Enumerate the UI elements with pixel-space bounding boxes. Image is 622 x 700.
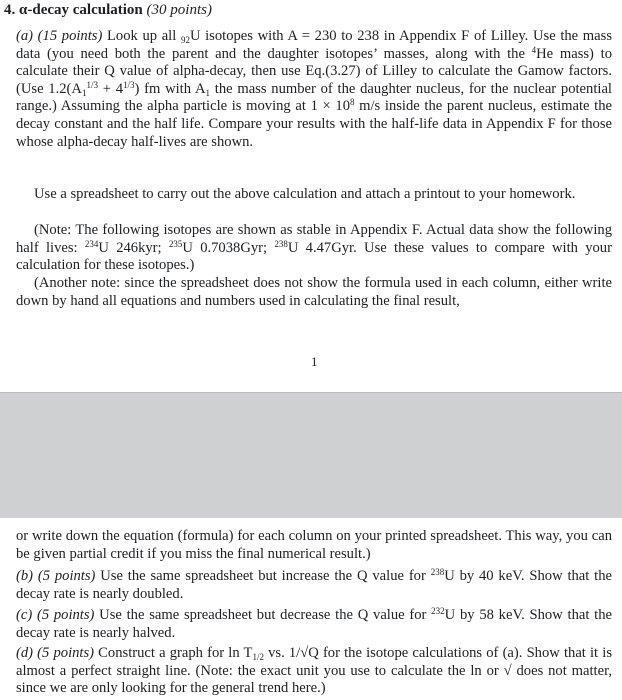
mass-number: 234	[84, 238, 99, 249]
page-number: 1	[311, 354, 318, 369]
part-b-text: U by 40 keV. Show that the decay rate is nearly doubled.	[16, 568, 613, 602]
part-a-text: Look up all	[102, 28, 181, 44]
part-a-text: He mass) to calculate their Q value of alpha-decay, then use Eq.(3.27) of Lilley to calculate the Gamow factors. (Use 1.2(A	[16, 45, 612, 97]
part-b-text: Use the same spreadsheet but increase the Q value for	[95, 568, 431, 584]
part-a-text: the mass number of the daughter nucleus, for the nuclear potential range.) Assuming the alpha particle is moving at 1 × 10	[16, 80, 612, 115]
part-c-text: Use the same spreadsheet but decrease the Q value for	[94, 607, 432, 623]
mass-number: 232	[431, 606, 445, 616]
part-d-text: vs. 1/√Q for the isotope calculations of (a). Show that it is almost a perfect straight line. (Note: the exact unit you use to calculate the ln or √ does not matter, since we are only looking for the general trend here.)	[16, 645, 613, 697]
atomic-number: 92	[180, 35, 190, 45]
mass-number: 238	[430, 567, 445, 577]
part-c-label: (c) (5 points)	[16, 607, 95, 623]
part-c-paragraph	[16, 607, 612, 642]
note-half-lives	[16, 222, 612, 275]
spreadsheet-note: Use a spreadsheet to carry out the above calculation and attach a printout to your homework.	[34, 186, 576, 202]
part-c-text: U by 58 keV. Show that the decay rate is nearly halved.	[16, 607, 612, 641]
continuation-paragraph: or write down the equation (formula) for each column on your printed spreadsheet. This way, you can be given partial credit if you miss the final numerical result.)	[16, 528, 612, 562]
note-text: U 246kyr;	[98, 239, 169, 256]
problem-title: 4. α-decay calculation	[4, 2, 143, 18]
page-two	[0, 518, 622, 700]
note-formula: (Another note: since the spreadsheet does not show the formula used in each column, either write down by hand all equations and numbers used in calculating the final result,	[16, 275, 612, 309]
part-a-text: ) fm with A	[134, 80, 206, 97]
subscript: 1	[81, 87, 87, 98]
part-d-label: (d) (5 points)	[16, 645, 95, 661]
part-a-text: m/s inside the parent nucleus, estimate the decay constant and the half life. Compare your results with the half-life data in Appendix F for those whose alpha-decay half-lives are shown.	[16, 98, 612, 150]
note-text: U 0.7038Gyr;	[182, 239, 275, 256]
part-d-text: Construct a graph for ln T	[94, 645, 253, 661]
part-b-label: (b) (5 points)	[16, 568, 96, 584]
exponent: 1/3	[123, 79, 135, 90]
page-break	[0, 392, 622, 520]
helium-mass-number: 4	[531, 44, 537, 55]
exponent: 1/3	[86, 79, 98, 90]
part-d-paragraph	[16, 645, 612, 698]
problem-points: (30 points)	[146, 2, 212, 18]
mass-number: 238	[274, 238, 288, 249]
subscript: 1/2	[252, 652, 264, 662]
exponent: 8	[350, 97, 355, 108]
note-text: (Note: The following isotopes are shown as stable in Appendix F. Actual data show the following half lives:	[16, 222, 612, 256]
part-a-text: + 4	[97, 80, 123, 97]
part-a-text: U isotopes with A = 230 to 238 in Appendix F of Lilley. Use the mass data (you need both the parent and the daughter isotopes’ masses, along with the	[16, 28, 612, 62]
problem-heading	[4, 2, 212, 19]
subscript: 1	[205, 87, 211, 98]
part-b-paragraph	[16, 568, 612, 603]
part-a-label: (a) (15 points)	[16, 28, 103, 44]
part-a-paragraph	[16, 28, 612, 151]
mass-number: 235	[168, 238, 183, 249]
note-text: U 4.47Gyr. Use these values to compare with your calculation for these isotopes.)	[16, 239, 612, 274]
